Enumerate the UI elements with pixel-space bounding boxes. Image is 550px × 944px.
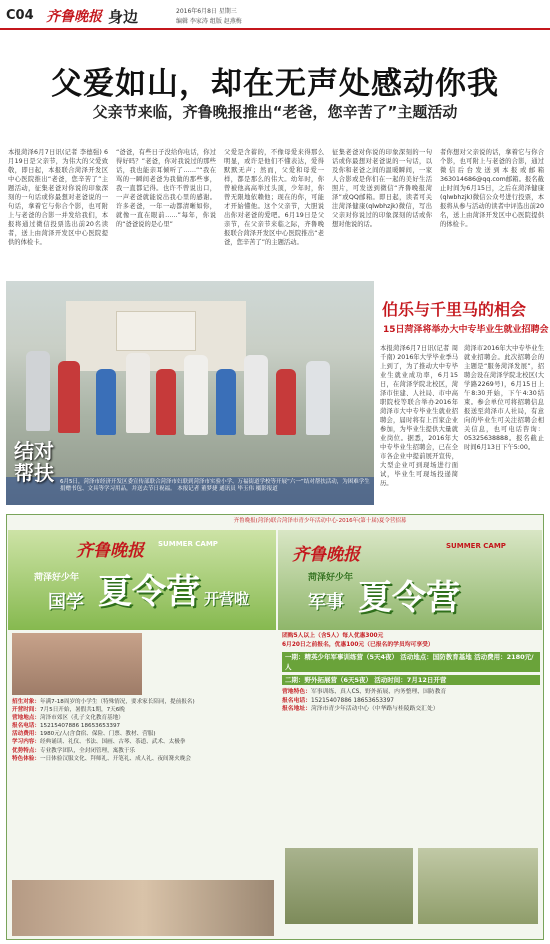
photo-person xyxy=(58,361,80,433)
ad-left-slogan: 菏泽好少年 xyxy=(34,573,80,583)
photo-person xyxy=(244,355,268,435)
page-number: C04 xyxy=(6,8,34,23)
ad-right-slogan: 菏泽好少年 xyxy=(308,573,354,583)
ad-left-info-row: 优势特点：专业教学团队，全封闭管理，寓教于乐 xyxy=(12,747,136,754)
ad-left-info-row: 报名电话：15215407886 18653653397 xyxy=(12,723,121,730)
ad-right-photo-2 xyxy=(418,848,538,924)
ad-left-header xyxy=(8,530,276,630)
photo-person xyxy=(216,369,236,435)
photo-person xyxy=(26,351,50,431)
photo-person xyxy=(126,353,150,433)
photo-person xyxy=(184,355,208,435)
ad-left-tag: 开营啦 xyxy=(204,590,250,608)
ad-right-kind: 军事 xyxy=(308,592,344,613)
ad-left-logo: 齐鲁晚报 xyxy=(76,541,144,561)
ad-right-logo: 齐鲁晚报 xyxy=(292,545,360,565)
photo-big-title: 结对帮扶 xyxy=(14,439,54,485)
ad-right-big: 夏令营 xyxy=(358,578,460,618)
article2-subtitle: 15日菏泽将举办大中专毕业生就业招聘会 xyxy=(383,325,549,335)
photo-person xyxy=(96,369,116,435)
ad-left-info-row: 特色体验：一日体验汉服文化、拜师礼、开笔礼、成人礼、夜间篝火晚会 xyxy=(12,755,192,762)
ad-right-info xyxy=(282,632,540,714)
ad-left-info xyxy=(12,698,274,763)
ad-right-header xyxy=(278,530,542,630)
section-title: 身边 xyxy=(108,8,139,26)
ad-right-camp: SUMMER CAMP xyxy=(446,542,506,550)
article2-title: 伯乐与千里马的相会 xyxy=(382,300,527,319)
ad-right-info-row: 团购5人以上（含5人）每人优惠300元 xyxy=(282,633,384,639)
issue-date: 2016年6月8日 星期三 xyxy=(176,8,237,15)
ad-left-info-row: 开营时间：7月5日开始，暑假共1期，7天6晚 xyxy=(12,707,125,714)
article2-column-1: 本报菏泽6月7日讯(记者 周千南) 2016年大学毕业季马上到了，为了推动大中专毕业生就业成功率，6月15日，在菏泽学院北校区，菏泽市住建、人社局、市中高职院校等联合举办2016年菏泽市大中专毕业生就业招聘会，届时将有上百家企业参加，为毕业生提供大量就业岗位。据悉，2016年大中专毕业生招聘会，已在全市各企业中提前展开宣传，大型企业可到现场进行面试，毕业生可现场投递简历。 xyxy=(380,345,458,487)
photo-poster xyxy=(116,311,196,351)
article1-headline: 父爱如山，却在无声处感动你我 xyxy=(51,66,499,102)
ad-left-info-row: 学习内容：经典诵读、礼仪、书法、国画、古琴、茶道、武术、太极拳 xyxy=(12,739,186,746)
article2-column-2: 菏泽市2016年大中专毕业生就业招聘会。此次招聘会的主题是“服务菏泽发展”，招聘会设在菏泽学院北校区(大学路2269号)，6月15日上午8:30开始，下午4:30结束。参会单位可将招聘信息报送至菏泽市人社局，有意向的毕业生可关注招聘会相关信息，也可电话咨询：05325638888。报名截止时间6月13日下午5:00。 xyxy=(464,345,544,451)
ad-banner: 齐鲁晚报(菏泽)联合菏泽市青少年活动中心·2016年(第十届)夏令营招募 xyxy=(233,518,407,524)
ad-left-kind: 国学 xyxy=(48,592,84,613)
article1-column-2: “爸爸，有些日子没给你电话，你过得好吗？”老爸，你对我说过的那些话，我也能亲耳倾听了……”“我在骂的一瞬间老爸为我做的那些事，我一直都记得。也许不曾说出口，一声老爸就能说出我心里的感谢。许多老爸，一年一动都清晰如你，就像一直在眼前……”每年，你说的“爸爸说的是心里” xyxy=(116,149,216,228)
ad-left-big: 夏令营 xyxy=(98,572,200,612)
ad-right-info-row: 报名电话：15215407886 18653653397 xyxy=(282,697,394,704)
ad-left-info-row: 活动费用：1980元/人(含食宿、保险、门票、教材、营服) xyxy=(12,731,156,738)
editor-credit: 编辑 李家涛 组版 赵燕梅 xyxy=(176,18,242,25)
article1-subhead: 父亲节来临，齐鲁晚报推出“老爸，您辛苦了”主题活动 xyxy=(92,103,458,121)
header-rule xyxy=(0,28,550,30)
newspaper-logo: 齐鲁晚报 xyxy=(46,9,102,25)
ad-right-info-row: 营地特色：军事训练、真人CS、野外拓展、内务整理、国防教育 xyxy=(282,689,447,696)
article1-column-1: 本报菏泽6月7日讯(记者 李德强) 6月19日是父亲节，为伟大的父爱致敬，即日起，本报联合菏泽开发区中心医院推出“老爸，您辛苦了”主题活动，征集老爸对你说的印象深刻的一句话或你最想对老爸说的一句话，拿着它与你合个影，也可附上与老爸的合影一并发给我们，本报将通过微信投票选出前20名读者，送上由菏泽开发区中心医院提供的体检卡。 xyxy=(8,149,108,246)
news-photo xyxy=(6,281,374,505)
photo-person xyxy=(306,361,330,435)
ad-right-info-row: 二期：野外拓展营（6天5夜） 活动时间：7月12日开营 xyxy=(282,675,540,685)
ad-right-info-row: 一期：精英少年军事训练营（5天4夜） 活动地点：国防教育基地 活动费用：2180元/人 xyxy=(282,652,540,672)
photo-credit: 本报记者 董梦捷 通讯员 毕玉伟 摄影报道 xyxy=(177,486,278,492)
ad-left-info-row: 招生对象：年满7-18周岁的小学生（特殊情况，要求家长陪同，提前报名) xyxy=(12,699,195,705)
photo-caption-text: 6月5日，菏泽市经济开发区委宣传部联合菏泽市妇联到菏泽市实验小学、万福街道学校等开展“六一”结对帮扶活动，为困难学生捐赠书包、文具等学习用品，并送去节日祝福。 xyxy=(60,479,370,492)
ad-right-info-row: 6月20日之前报名，优惠100元（已报名的学员均可享受） xyxy=(282,641,434,648)
ad-right-photo-1 xyxy=(285,848,413,924)
ad-left-photo xyxy=(12,633,142,695)
photo-person xyxy=(156,369,176,435)
article1-column-5: 者你想对父亲说的话，拿着它与你合个影，也可附上与老爸的合影，通过微信后台发送到本报或邮箱363014686@qq.com邮箱。报名截止时间为6月15日，之后在菏泽健康(qlwbhzjk)微信公众号进行投票，本报将从参与活动的读者中评选出前20名，送上由菏泽开发区中心医院提供的体检卡。 xyxy=(440,149,544,228)
photo-person xyxy=(276,369,296,435)
article1-column-3: 父爱是含蓄的，不像母爱来得那么明显，或许是他们不懂表达，爱得默默无声；然而，父爱和母爱一样，都是那么的伟大。幼年时，你曾被他高高举过头顶，少年时，你曾无限地依赖他；现在的你，可能才开始懂他。这个父亲节，大胆说出你对老爸的爱吧。6月19日是父亲节，在父亲节来临之际，齐鲁晚报联合菏泽开发区中心医院推出“老爸，您辛苦了”的主题活动。 xyxy=(224,149,324,246)
ad-left-camp: SUMMER CAMP xyxy=(158,540,218,548)
photo-caption xyxy=(60,479,372,493)
ad-left-bottom-photo xyxy=(12,880,274,936)
ad-left-info-row: 营地地点：菏泽市郊区（孔子文化教育基地） xyxy=(12,715,124,722)
ad-right-info-row: 报名地址：菏泽市青少年活动中心（中华路与桂陵路交汇处） xyxy=(282,706,439,713)
article1-column-4: 征集老爸对你说的印象深刻的一句话或你最想对老爸说的一句话，以及你和老爸之间的温暖瞬间，一家人合影或是你们在一起的美好生活照片，可发送到微信“齐鲁晚报菏泽”或QQ邮箱。即日起，读者可关注菏泽健康(qlwbhzjk)微信，写出父亲对你说过的印象深刻的话或你想对他说的话。 xyxy=(332,149,432,228)
